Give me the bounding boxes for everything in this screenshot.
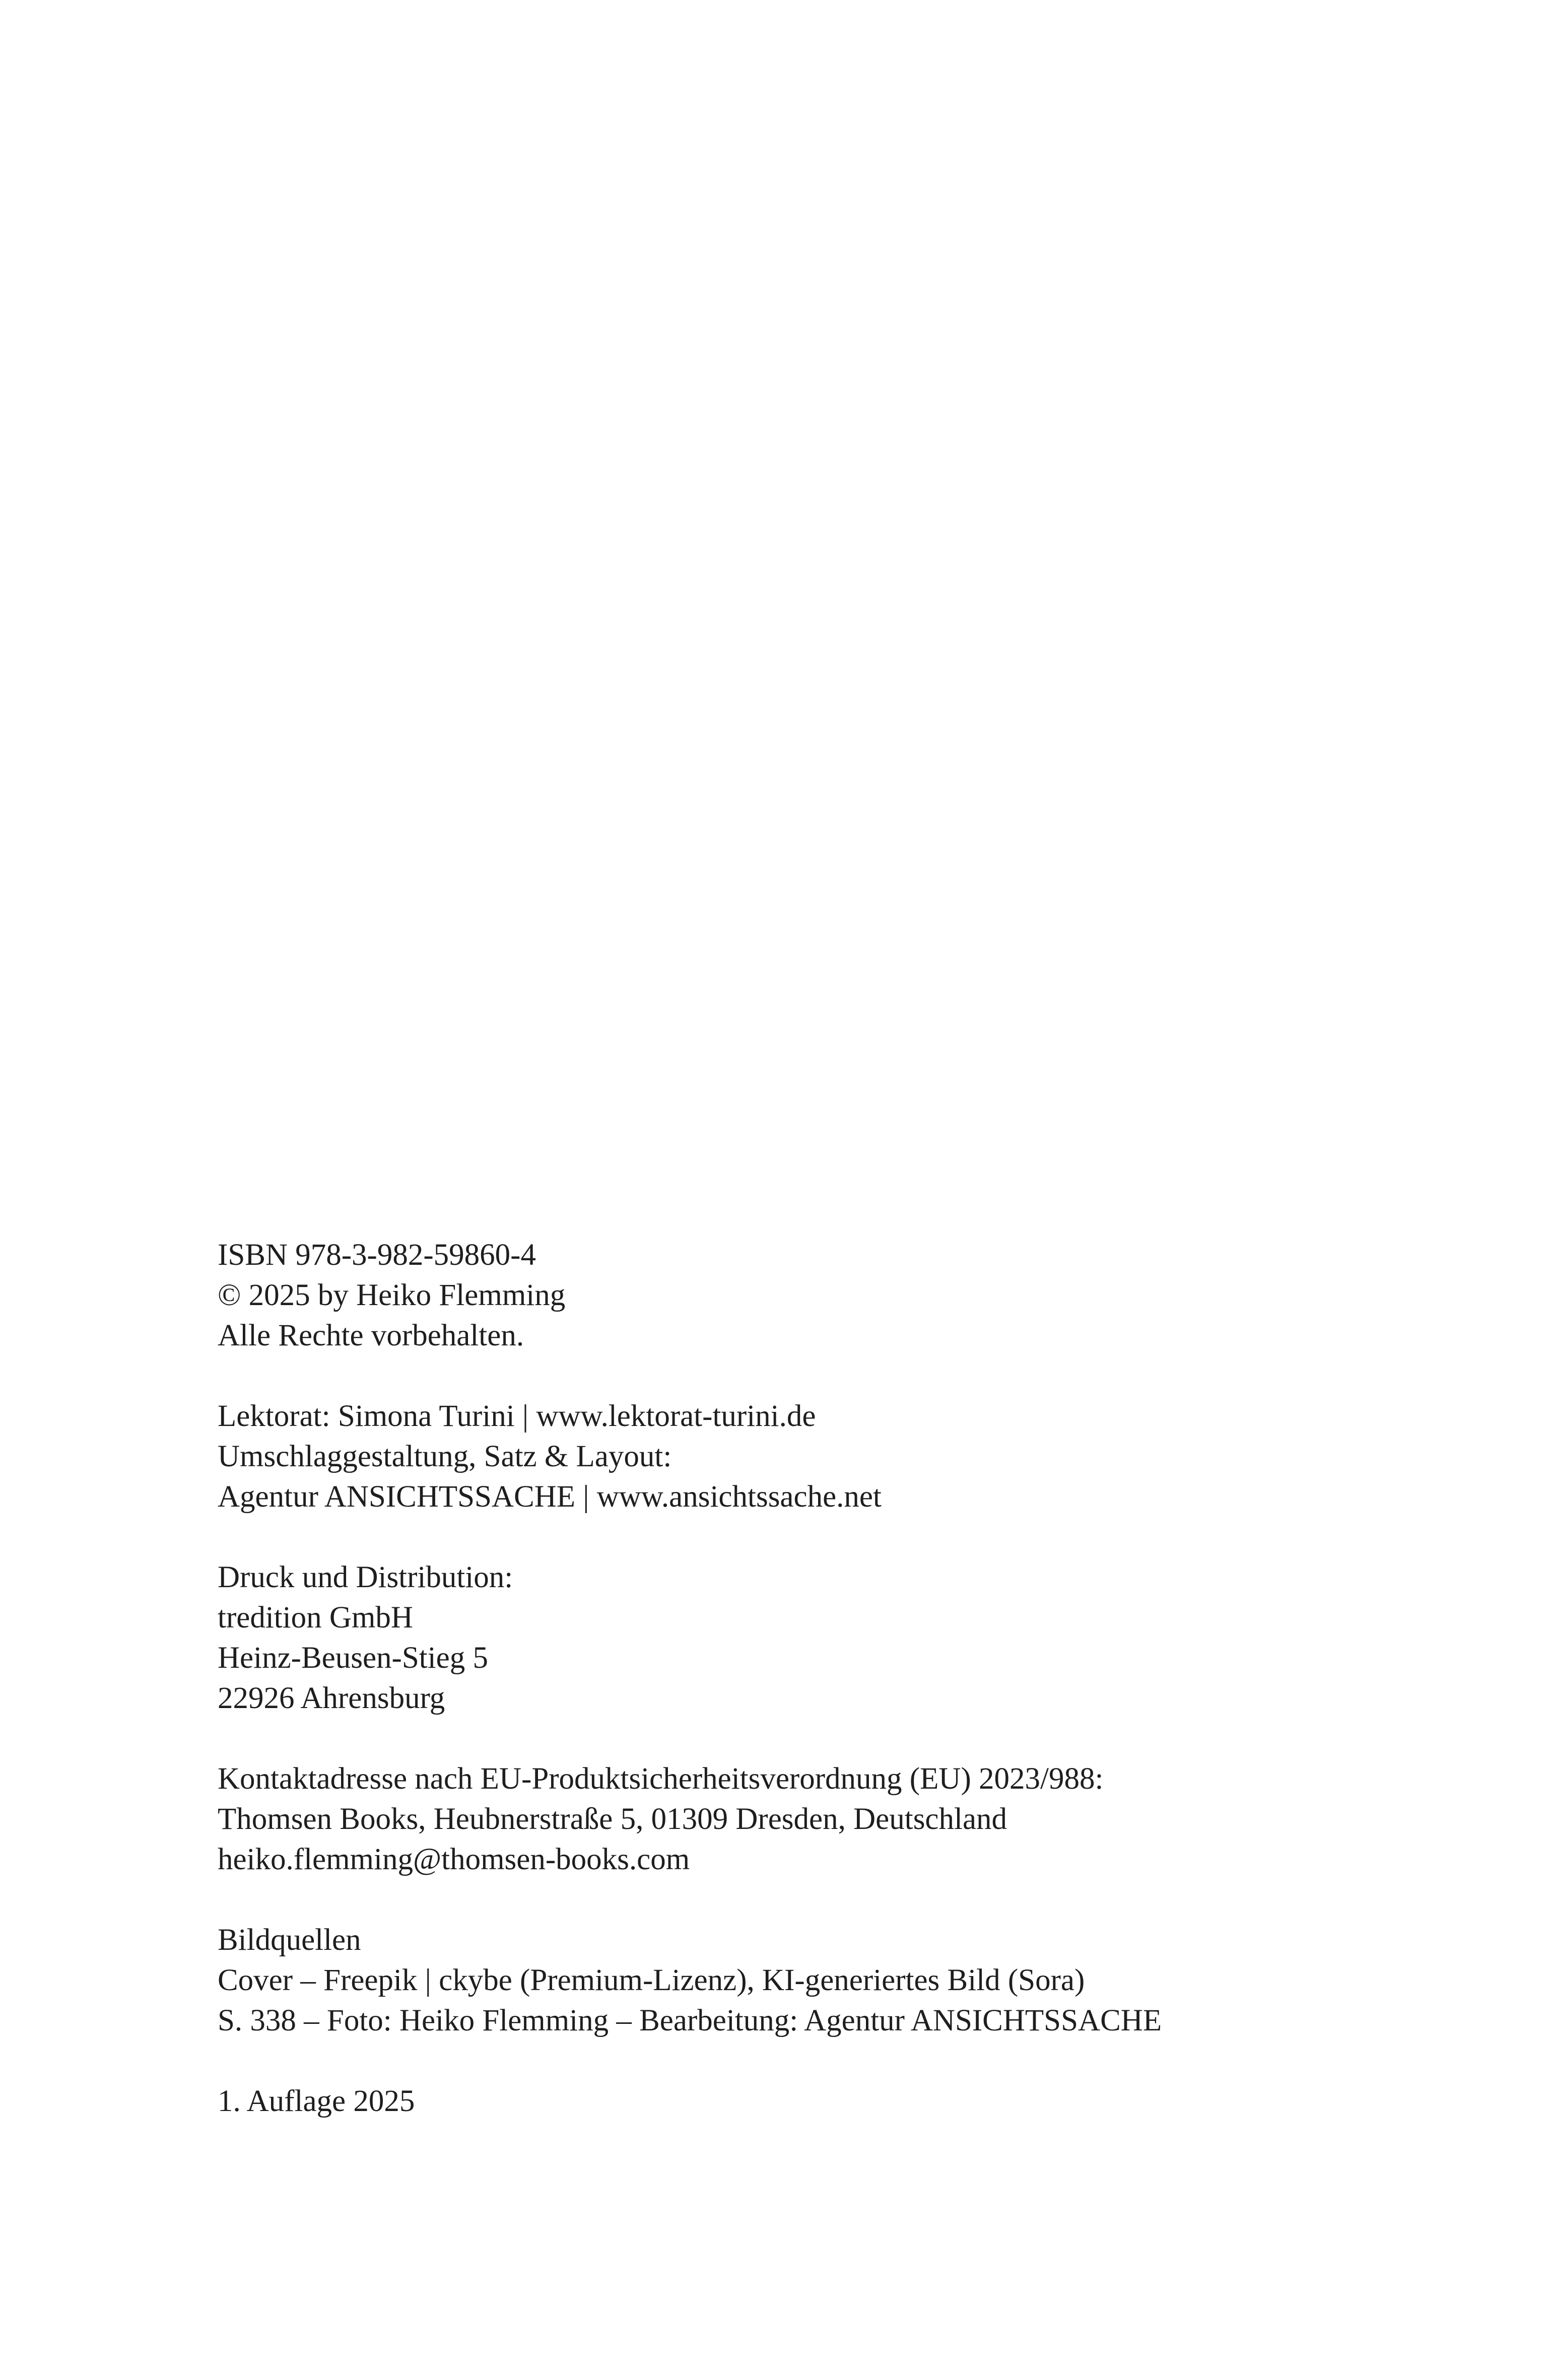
image-sources-heading: Bildquellen [218, 1923, 361, 1957]
contact-heading: Kontaktadresse nach EU-Produktsicherheitsverordnung (EU) 2023/988: [218, 1762, 1104, 1796]
isbn-line: ISBN 978-3-982-59860-4 [218, 1238, 536, 1272]
print-company-line: tredition GmbH [218, 1601, 413, 1635]
print-city-line: 22926 Ahrensburg [218, 1681, 445, 1715]
image-source-photo-line: S. 338 – Foto: Heiko Flemming – Bearbeitung: Agentur ANSICHTSSACHE [218, 2004, 1162, 2037]
edition-block [218, 2081, 1427, 2122]
copyright-block [218, 1235, 1427, 1356]
rights-line: Alle Rechte vorbehalten. [218, 1319, 524, 1352]
design-agency-line: Agentur ANSICHTSSACHE | www.ansichtssache.net [218, 1480, 882, 1514]
contact-email-line: heiko.flemming@thomsen-books.com [218, 1843, 690, 1876]
image-source-cover-line: Cover – Freepik | ckybe (Premium-Lizenz), KI-generiertes Bild (Sora) [218, 1963, 1085, 1997]
contact-address-line: Thomsen Books, Heubnerstraße 5, 01309 Dresden, Deutschland [218, 1802, 1007, 1836]
image-sources-block [218, 1920, 1427, 2041]
copyright-line: © 2025 by Heiko Flemming [218, 1278, 566, 1312]
editing-line: Lektorat: Simona Turini | www.lektorat-turini.de [218, 1399, 816, 1433]
edition-line: 1. Auflage 2025 [218, 2084, 415, 2118]
print-distribution-block [218, 1557, 1427, 1719]
contact-block [218, 1759, 1427, 1880]
print-street-line: Heinz-Beusen-Stieg 5 [218, 1641, 488, 1675]
credits-block [218, 1396, 1427, 1517]
print-heading: Druck und Distribution: [218, 1560, 513, 1594]
design-heading: Umschlaggestaltung, Satz & Layout: [218, 1440, 672, 1473]
imprint-text [218, 1235, 1427, 2122]
